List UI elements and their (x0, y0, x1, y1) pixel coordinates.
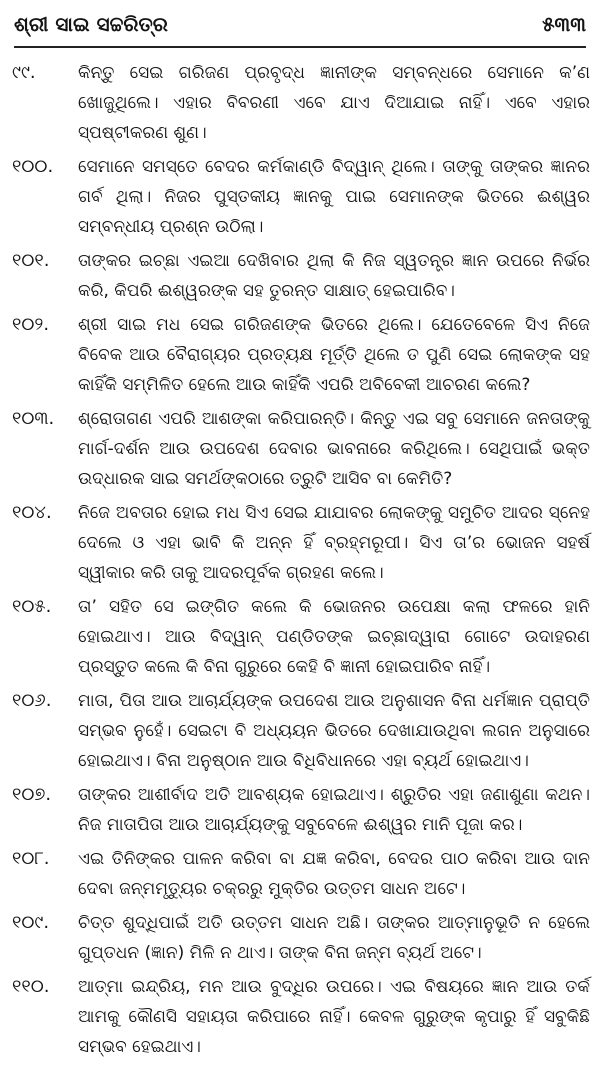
verse-text: ତା’ ସହିତ ସେ ଇଙ୍ଗିତ କଲେ କି ଭୋଜନର ଉପେକ୍ଷା କଲା ଫଳରେ ହାନି ହୋଇଥାଏ। ଆଉ ବିଦ୍ୱାନ୍ ପଣ୍ଡିତଙ୍କ ଇଚ୍ଛାଦ୍ୱାରା ଗୋଟେ ଉଦାହରଣ ପ୍ରସ୍ତୁତ କଲେ କି ବିନା ଗୁରୁରେ କେହି ବି ଜ୍ଞାନୀ ହୋଇପାରିବ ନାହିଁ। (78, 597, 590, 677)
verse-110 (12, 972, 590, 1062)
verse-number: ୧୦୮. (12, 848, 50, 869)
book-title: ଶ୍ରୀ ସାଇ ସଚ୍ଚରିତ୍ର (14, 12, 168, 36)
running-head (14, 6, 586, 42)
verse-100 (12, 152, 590, 242)
verse-text: ସେମାନେ ସମସ୍ତେ ବେଦର କର୍ମକାଣ୍ଡି ବିଦ୍ୱାନ୍ ଥିଲେ। ତାଙ୍କୁ ତାଙ୍କର ଜ୍ଞାନର ଗର୍ବ ଥିଲା। ନିଜର ପୁସ୍ତକୀୟ ଜ୍ଞାନକୁ ପାଇ ସେମାନଙ୍କ ଭିତରେ ଈଶ୍ୱର ସମ୍ବନ୍ଧୀୟ ପ୍ରଶ୍ନ ଉଠିଲା। (78, 157, 590, 237)
verse-text: କିନ୍ତୁ ସେଇ ଗରିଜଣ ପ୍ରବୃଦ୍ଧ ଜ୍ଞାନୀଙ୍କ ସମ୍ବନ୍ଧରେ ସେମାନେ କ’ଣ ଖୋଜୁଥିଲେ। ଏହାର ବିବରଣୀ ଏବେ ଯାଏ ଦିଆଯାଇ ନାହିଁ। ଏବେ ଏହାର ସ୍ପଷ୍ଟୀକରଣ ଶୁଣ। (78, 63, 590, 143)
verse-108 (12, 844, 590, 904)
verse-number: ୧୦୪. (12, 502, 52, 523)
verse-number: ୧୦୦. (12, 156, 54, 177)
verse-text: ମାତା, ପିତା ଆଉ ଆଚାର୍ଯ୍ୟଙ୍କ ଉପଦେଶ ଆଉ ଅନୁଶାସନ ବିନା ଧର୍ମଜ୍ଞାନ ପ୍ରାପ୍ତି ସମ୍ଭବ ନୁହେଁ। ସେଇଟା ବି ଅଧ୍ୟୟନ ଭିତରେ ଦେଖାଯାଉଥିବା ଲଗନ ଅନୁସାରେ ହୋଇଥାଏ। ବିନା ଅନୁଷ୍ଠାନ ଆଉ ବିଧିବିଧାନରେ ଏହା ବ୍ୟର୍ଥ ହୋଇଥାଏ। (78, 691, 590, 771)
header-rule (14, 46, 586, 48)
verse-text: ଶ୍ରୋତାଗଣ ଏପରି ଆଶଙ୍କା କରିପାରନ୍ତି। କିନ୍ତୁ ଏଇ ସବୁ ସେମାନେ ଜନତାଙ୍କୁ ମାର୍ଗ-ଦର୍ଶନ ଆଉ ଉପଦେଶ ଦେବାର ଭାବନାରେ କରିଥିଲେ। ସେଥିପାଇଁ ଭକ୍ତ ଉଦ୍ଧାରକ ସାଇ ସମର୍ଥଙ୍କଠାରେ ତ୍ରୁଟି ଆସିବ ବା କେମିତି? (78, 409, 590, 489)
verse-number: ୧୦୨. (12, 314, 50, 335)
verse-text: ଏଇ ତିନିଙ୍କର ପାଳନ କରିବା ବା ଯଜ୍ଞ କରିବା, ବେଦର ପାଠ କରିବା ଆଉ ଦାନ ଦେବା ଜନ୍ମମୃତ୍ୟୁର ଚକ୍ରରୁ ମୁକ୍ତିର ଉତ୍ତମ ସାଧନ ଅଟେ। (78, 849, 590, 899)
verse-text: ଶ୍ରୀ ସାଇ ମଧ ସେଇ ଗରିଜଣଙ୍କ ଭିତରେ ଥିଲେ। ଯେତେବେଳେ ସିଏ ନିଜେ ବିବେକ ଆଉ ବୈରାଗ୍ୟର ପ୍ରତ୍ୟକ୍ଷ ମୂର୍ତ୍ତି ଥିଲେ ତ ପୁଣି ସେଇ ଲୋକଙ୍କ ସହ କାହିଁକି ସମ୍ମିଳିତ ହେଲେ ଆଉ କାହିଁକି ଏପରି ଅବିବେକୀ ଆଚରଣ କଲେ? (78, 315, 590, 395)
verse-number: ୯୯. (12, 62, 36, 83)
verse-99 (12, 58, 590, 148)
verse-number: ୧୦୯. (12, 912, 50, 933)
verse-109 (12, 908, 590, 968)
verse-104 (12, 498, 590, 588)
verse-number: ୧୦୩. (12, 408, 55, 429)
verse-106 (12, 686, 590, 776)
verse-number: ୧୦୭. (12, 784, 52, 805)
verse-102 (12, 310, 590, 400)
verse-number: ୧୧୦. (12, 976, 50, 997)
verse-number: ୧୦୫. (12, 596, 52, 617)
verse-103 (12, 404, 590, 494)
verse-text: ତାଙ୍କର ଇଚ୍ଛା ଏଇଆ ଦେଖିବାର ଥିଲା କି ନିଜ ସ୍ୱତନ୍ତ୍ର ଜ୍ଞାନ ଉପରେ ନିର୍ଭର କରି, କିପରି ଈଶ୍ୱରଙ୍କ ସହ ତୁରନ୍ତ ସାକ୍ଷାତ୍ ହେଇପାରିବ। (78, 251, 590, 301)
page-number: ୫୩୩ (542, 12, 586, 36)
verse-text: ତାଙ୍କର ଆଶୀର୍ବାଦ ଅତି ଆବଶ୍ୟକ ହୋଇଥାଏ। ଶ୍ରୁତିର ଏହା ଜଣାଶୁଣା କଥନ। ନିଜ ମାତାପିତା ଆଉ ଆଚାର୍ଯ୍ୟଙ୍କୁ ସବୁବେଳେ ଈଶ୍ୱର ମାନି ପୂଜା କର। (78, 785, 590, 835)
verse-text: ଆତ୍ମା ଇନ୍ଦ୍ରିୟ, ମନ ଆଉ ବୁଦ୍ଧିର ଉପରେ। ଏଇ ବିଷୟରେ ଜ୍ଞାନ ଆଉ ତର୍କ ଆମକୁ କୌଣସି ସହାୟତା କରିପାରେ ନାହିଁ। କେବଳ ଗୁରୁଙ୍କ କୃପାରୁ ହିଁ ସବୁକିଛି ସମ୍ଭବ ହେଇଥାଏ। (78, 977, 590, 1057)
verse-number: ୧୦୬. (12, 690, 52, 711)
verse-list (12, 58, 590, 1066)
verse-101 (12, 246, 590, 306)
verse-text: ନିଜେ ଅବତାର ହୋଇ ମଧ ସିଏ ସେଇ ଯାଯାବର ଲୋକଙ୍କୁ ସମୁଚିତ ଆଦର ସ୍ନେହ ଦେଲେ ଓ ଏହା ଭାବି କି ଅନ୍ନ ହିଁ ବ୍ରହ୍ମରୂପୀ। ସିଏ ତା’ର ଭୋଜନ ସହର୍ଷ ସ୍ୱୀକାର କରି ତାକୁ ଆଦରପୂର୍ବକ ଗ୍ରହଣ କଲେ। (78, 503, 590, 583)
verse-text: ଚିତ୍ତ ଶୁଦ୍ଧିପାଇଁ ଅତି ଉତ୍ତମ ସାଧନ ଅଛି। ତାଙ୍କର ଆତ୍ମାନୁଭୂତି ନ ହେଲେ ଗୁପ୍ତଧନ (ଜ୍ଞାନ) ମିଳି ନ ଥାଏ। ତାଙ୍କ ବିନା ଜନ୍ମ ବ୍ୟର୍ଥ ଅଟେ। (78, 913, 590, 963)
verse-number: ୧୦୧. (12, 250, 50, 271)
verse-105 (12, 592, 590, 682)
verse-107 (12, 780, 590, 840)
